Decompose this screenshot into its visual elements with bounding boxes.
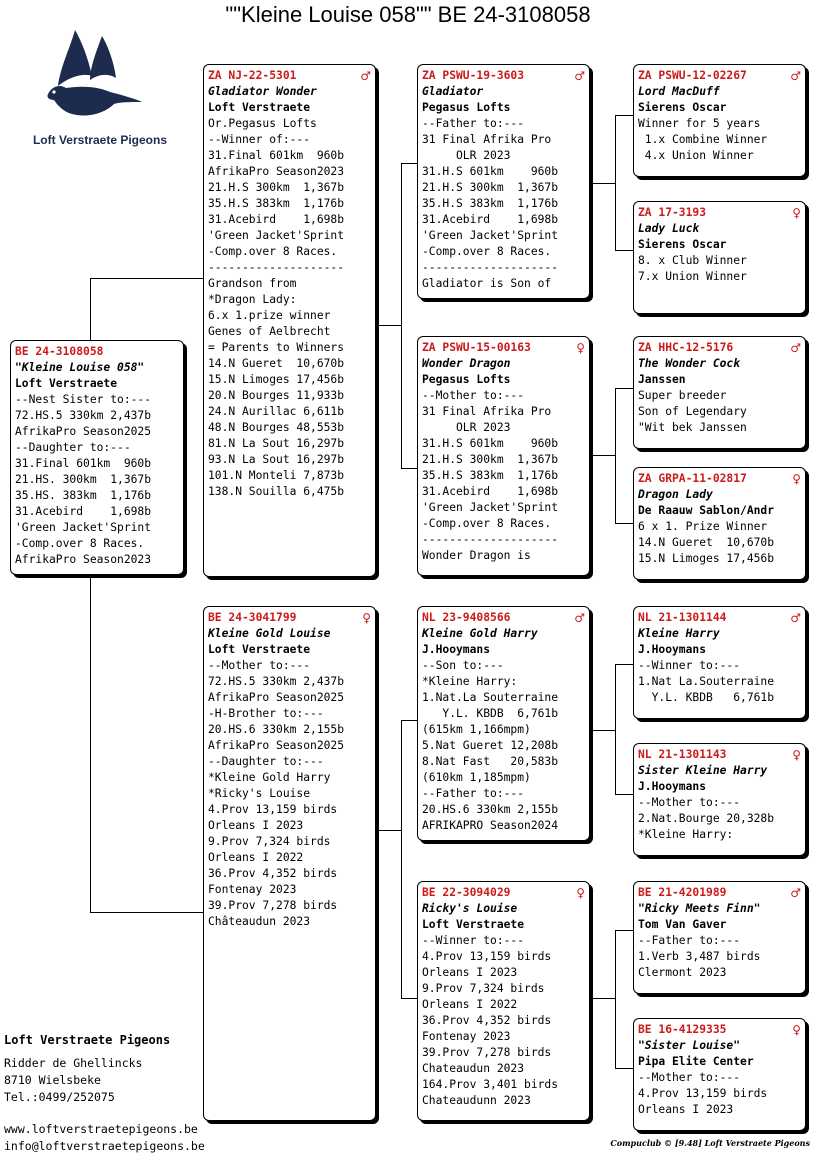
card-header (422, 610, 585, 626)
breeder-name: Loft Verstraete (15, 377, 118, 390)
female-icon: ♀ (792, 206, 801, 220)
card-header (422, 68, 585, 84)
card-text-line: 138.N Souilla 6,475b (208, 485, 345, 498)
breeder-name: De Raauw Sablon/Andr (638, 504, 775, 517)
pedigree-card-sd (417, 336, 590, 576)
pedigree-card-sdd (633, 467, 806, 580)
card-text-line: Genes of Aelbrecht (208, 325, 331, 338)
card-text-line: Clermont 2023 (638, 966, 727, 979)
card-text-line: 39.Prov 7,278 birds (208, 899, 338, 912)
pigeon-name: "Ricky Meets Finn" (638, 902, 761, 915)
card-text-line: 14.N Gueret 10,670b (208, 357, 345, 370)
pedigree-card-sire (203, 64, 376, 577)
ring-number: BE 24-3108058 (15, 345, 104, 358)
card-text-line: -Comp.over 8 Races. (422, 517, 552, 530)
card-text-line: --Winner to:--- (638, 659, 741, 672)
connector-line (90, 278, 204, 279)
breeder-name: Loft Verstraete (422, 918, 525, 931)
card-text-line: --Father to:--- (638, 934, 741, 947)
male-icon: ♂ (360, 69, 371, 83)
card-text-line: 5.Nat Gueret 12,208b (422, 739, 559, 752)
connector-line (401, 163, 402, 468)
pedigree-card-ssd (633, 201, 806, 314)
pigeon-name: Lord MacDuff (638, 85, 720, 98)
ring-number: BE 24-3041799 (208, 611, 297, 624)
card-text-line: 'Green Jacket'Sprint (422, 501, 559, 514)
footer-credit: Compuclub © [9.48] Loft Verstraete Pigeons (610, 1138, 810, 1148)
card-text-line: AfrikaPro Season2025 (208, 691, 345, 704)
ring-number: ZA NJ-22-5301 (208, 69, 297, 82)
ring-number: BE 21-4201989 (638, 886, 727, 899)
card-text-line: 9.Prov 7,324 birds (208, 835, 331, 848)
card-text-line: 'Green Jacket'Sprint (422, 229, 559, 242)
card-text-line: 72.HS.5 330km 2,437b (208, 675, 345, 688)
card-text-line: *Kleine Gold Harry (208, 771, 331, 784)
card-header (208, 68, 371, 84)
pedigree-card-ds (417, 606, 590, 841)
card-text-line: -------------------- (208, 261, 345, 274)
website-link[interactable]: www.loftverstraetepigeons.be (4, 1122, 198, 1136)
connector-line (90, 278, 91, 341)
connector-line (590, 730, 615, 731)
card-text-line: 15.N Limoges 17,456b (638, 552, 775, 565)
pigeon-name: Kleine Harry (638, 627, 720, 640)
card-text-line: Orleans I 2023 (422, 966, 518, 979)
card-header (638, 885, 801, 901)
connector-line (615, 794, 633, 795)
connector-line (615, 388, 633, 389)
female-icon: ♀ (576, 341, 585, 355)
pedigree-card-dam (203, 606, 376, 1121)
ring-number: ZA PSWU-12-02267 (638, 69, 747, 82)
card-text-line: 31.H.S 601km 960b (422, 165, 559, 178)
card-header (15, 344, 179, 360)
owner-name: Loft Verstraete Pigeons (4, 1033, 171, 1047)
pedigree-card-dd (417, 881, 590, 1121)
female-icon: ♀ (792, 472, 801, 486)
card-text-line: 35.H.S 383km 1,176b (422, 197, 559, 210)
connector-line (615, 664, 616, 794)
male-icon: ♂ (790, 886, 801, 900)
card-text-line: -Comp.over 8 Races. (15, 537, 145, 550)
card-text-line: 1.Verb 3,487 birds (638, 950, 761, 963)
card-text-line: Y.L. KBDB 6,761b (422, 707, 559, 720)
connector-line (590, 183, 615, 184)
card-text-line: 1.Nat La.Souterraine (638, 675, 775, 688)
card-header (422, 340, 585, 356)
card-text-line: 1.x Combine Winner (638, 133, 768, 146)
card-text-line: 4.x Union Winner (638, 149, 754, 162)
card-text-line: 48.N Bourges 48,553b (208, 421, 345, 434)
connector-line (615, 115, 616, 250)
card-header (638, 340, 801, 356)
card-text-line: Or.Pegasus Lofts (208, 117, 317, 130)
card-text-line: 24.N Aurillac 6,611b (208, 405, 345, 418)
card-text-line: --Father to:--- (422, 117, 525, 130)
card-text-line: 21.H.S 300km 1,367b (422, 181, 559, 194)
breeder-name: Loft Verstraete (208, 101, 311, 114)
connector-line (615, 523, 633, 524)
ring-number: BE 22-3094029 (422, 886, 511, 899)
card-text-line: 'Green Jacket'Sprint (208, 229, 345, 242)
connector-line (615, 930, 633, 931)
card-text-line: 15.N Limoges 17,456b (208, 373, 345, 386)
card-text-line: *Dragon Lady: (208, 293, 297, 306)
card-text-line: Orleans I 2023 (208, 819, 304, 832)
card-text-line: 21.H.S 300km 1,367b (208, 181, 345, 194)
pedigree-card-dds (633, 881, 806, 994)
female-icon: ♀ (362, 611, 371, 625)
pigeon-name: Ricky's Louise (422, 902, 518, 915)
card-text-line: 21.H.S 300km 1,367b (422, 453, 559, 466)
card-text-line: --Mother to:--- (422, 389, 525, 402)
card-text-line: 21.HS. 300km 1,367b (15, 473, 152, 486)
card-text-line: 31.Acebird 1,698b (208, 213, 345, 226)
card-text-line: 31 Final Afrika Pro (422, 405, 552, 418)
ring-number: NL 21-1301143 (638, 748, 727, 761)
card-text-line: 6 x 1. Prize Winner (638, 520, 768, 533)
card-text-line: 'Green Jacket'Sprint (15, 521, 152, 534)
connector-line (401, 163, 418, 164)
male-icon: ♂ (574, 611, 585, 625)
pedigree-card-sss (633, 64, 806, 177)
card-text-line: Son of Legendary (638, 405, 747, 418)
breeder-name: Loft Verstraete (208, 643, 311, 656)
card-text-line: -------------------- (422, 533, 559, 546)
ring-number: NL 23-9408566 (422, 611, 511, 624)
female-icon: ♀ (576, 886, 585, 900)
breeder-name: Sierens Oscar (638, 101, 727, 114)
pigeon-name: Gladiator Wonder (208, 85, 317, 98)
card-text-line: 2.Nat.Bourge 20,328b (638, 812, 775, 825)
pigeon-name: The Wonder Cock (638, 357, 741, 370)
breeder-name: Pipa Elite Center (638, 1055, 754, 1068)
card-text-line: AfrikaPro Season2023 (208, 165, 345, 178)
breeder-name: Pegasus Lofts (422, 373, 511, 386)
card-header (638, 1022, 801, 1038)
connector-line (615, 1068, 633, 1069)
card-text-line: "Wit bek Janssen (638, 421, 747, 434)
card-header (638, 205, 801, 221)
card-text-line: Orleans I 2022 (422, 998, 518, 1011)
card-text-line: Wonder Dragon is (422, 549, 531, 562)
male-icon: ♂ (790, 69, 801, 83)
ring-number: ZA 17-3193 (638, 206, 707, 219)
connector-line (401, 998, 418, 999)
pigeon-name: Gladiator (422, 85, 484, 98)
card-text-line: Grandson from (208, 277, 297, 290)
owner-phone: Tel.:0499/252075 (4, 1090, 115, 1104)
connector-line (590, 455, 615, 456)
email-link[interactable]: info@loftverstraetepigeons.be (4, 1139, 205, 1153)
pedigree-card-dss (633, 606, 806, 719)
breeder-name: Tom Van Gaver (638, 918, 727, 931)
card-text-line: 4.Prov 13,159 birds (638, 1087, 768, 1100)
card-text-line: 72.HS.5 330km 2,437b (15, 409, 152, 422)
connector-line (90, 912, 204, 913)
card-text-line: 35.H.S 383km 1,176b (208, 197, 345, 210)
card-text-line: 81.N La Sout 16,297b (208, 437, 345, 450)
card-text-line: 20.HS.6 330km 2,155b (422, 803, 559, 816)
ring-number: NL 21-1301144 (638, 611, 727, 624)
owner-address-line: Ridder de Ghellincks (4, 1056, 143, 1070)
page-title: ""Kleine Louise 058"" BE 24-3108058 (225, 2, 591, 27)
card-text-line: 31.Final 601km 960b (208, 149, 345, 162)
card-text-line: --Winner to:--- (422, 934, 525, 947)
card-text-line: 35.HS. 383km 1,176b (15, 489, 152, 502)
owner-info (4, 1032, 170, 1106)
card-text-line: 36.Prov 4,352 birds (422, 1014, 552, 1027)
connector-line (401, 720, 418, 721)
card-header (208, 610, 371, 626)
female-icon: ♀ (792, 748, 801, 762)
connector-line (376, 830, 401, 831)
card-header (638, 471, 801, 487)
breeder-name: Janssen (638, 373, 686, 386)
connector-line (615, 250, 633, 251)
card-text-line: --Daughter to:--- (208, 755, 324, 768)
card-text-line: --Mother to:--- (208, 659, 311, 672)
logo-text: Loft Verstraete Pigeons (32, 133, 168, 147)
card-text-line: Châteaudun 2023 (208, 915, 311, 928)
card-text-line: 20.HS.6 330km 2,155b (208, 723, 345, 736)
card-text-line: 20.N Bourges 11,933b (208, 389, 345, 402)
card-text-line: Fontenay 2023 (422, 1030, 511, 1043)
card-text-line: -H-Brother to:--- (208, 707, 324, 720)
card-text-line: --Mother to:--- (638, 1071, 741, 1084)
breeder-name: J.Hooymans (638, 643, 707, 656)
male-icon: ♂ (790, 611, 801, 625)
card-text-line: 164.Prov 3,401 birds (422, 1078, 559, 1091)
pigeon-name: "Kleine Louise 058" (15, 361, 145, 374)
card-text-line: 4.Prov 13,159 birds (208, 803, 338, 816)
breeder-name: J.Hooymans (638, 780, 707, 793)
card-text-line: 9.Prov 7,324 birds (422, 982, 545, 995)
pigeon-name: "Sister Louise" (638, 1039, 741, 1052)
ring-number: ZA GRPA-11-02817 (638, 472, 747, 485)
card-text-line: OLR 2023 (422, 149, 511, 162)
card-text-line: = Parents to Winners (208, 341, 345, 354)
female-icon: ♀ (792, 1023, 801, 1037)
card-text-line: AfrikaPro Season2025 (15, 425, 152, 438)
connector-line (615, 930, 616, 1068)
ring-number: ZA HHC-12-5176 (638, 341, 734, 354)
card-text-line: 35.H.S 383km 1,176b (422, 469, 559, 482)
card-text-line: *Kleine Harry: (422, 675, 518, 688)
pigeon-name: Wonder Dragon (422, 357, 511, 370)
card-text-line: --Son to:--- (422, 659, 504, 672)
card-text-line: 1.Nat.La Souterraine (422, 691, 559, 704)
card-text-line: -Comp.over 8 Races. (208, 245, 338, 258)
card-header (422, 885, 585, 901)
connector-line (615, 115, 633, 116)
card-text-line: *Ricky's Louise (208, 787, 311, 800)
card-text-line: Fontenay 2023 (208, 883, 297, 896)
card-text-line: OLR 2023 (422, 421, 511, 434)
card-header (638, 747, 801, 763)
card-header (638, 68, 801, 84)
pedigree-card-ddd (633, 1018, 806, 1131)
card-text-line: Winner for 5 years (638, 117, 761, 130)
card-text-line: AfrikaPro Season2025 (208, 739, 345, 752)
connector-line (615, 664, 633, 665)
pedigree-card-subject (10, 340, 184, 575)
card-text-line: 39.Prov 7,278 birds (422, 1046, 552, 1059)
breeder-name: J.Hooymans (422, 643, 491, 656)
connector-line (615, 388, 616, 523)
card-text-line: Orleans I 2023 (638, 1103, 734, 1116)
owner-address-line: 8710 Wielsbeke (4, 1073, 101, 1087)
pedigree-card-sds (633, 336, 806, 449)
card-text-line: AFRIKAPRO Season2024 (422, 819, 559, 832)
connector-line (376, 325, 401, 326)
pedigree-card-dsd (633, 743, 806, 856)
card-header (638, 610, 801, 626)
web-links (4, 1121, 205, 1155)
male-icon: ♂ (574, 69, 585, 83)
card-text-line: Chateaudun 2023 (422, 1062, 525, 1075)
breeder-name: Pegasus Lofts (422, 101, 511, 114)
connector-line (90, 568, 91, 912)
card-text-line: (610km 1,185mpm) (422, 771, 531, 784)
card-text-line: -------------------- (422, 261, 559, 274)
card-text-line: 31.H.S 601km 960b (422, 437, 559, 450)
male-icon: ♂ (790, 341, 801, 355)
pigeon-name: Sister Kleine Harry (638, 764, 768, 777)
card-text-line: 14.N Gueret 10,670b (638, 536, 775, 549)
pigeon-name: Lady Luck (638, 222, 700, 235)
connector-line (590, 998, 615, 999)
card-text-line: 36.Prov 4,352 birds (208, 867, 338, 880)
connector-line (401, 720, 402, 998)
card-text-line: -Comp.over 8 Races. (422, 245, 552, 258)
card-text-line: Orleans I 2022 (208, 851, 304, 864)
breeder-name: Sierens Oscar (638, 238, 727, 251)
card-text-line: 31.Final 601km 960b (15, 457, 152, 470)
pigeon-name: Dragon Lady (638, 488, 713, 501)
pigeon-name: Kleine Gold Harry (422, 627, 538, 640)
card-text-line: Chateaudunn 2023 (422, 1094, 531, 1107)
card-text-line: 31.Acebird 1,698b (15, 505, 152, 518)
card-text-line: 31.Acebird 1,698b (422, 485, 559, 498)
ring-number: ZA PSWU-15-00163 (422, 341, 531, 354)
card-text-line: 8. x Club Winner (638, 254, 747, 267)
connector-line (401, 468, 418, 469)
pigeon-name: Kleine Gold Louise (208, 627, 331, 640)
card-text-line: --Nest Sister to:--- (15, 393, 152, 406)
card-text-line: 6.x 1.prize winner (208, 309, 331, 322)
card-text-line: (615km 1,166mpm) (422, 723, 531, 736)
card-text-line: --Mother to:--- (638, 796, 741, 809)
card-text-line: Super breeder (638, 389, 727, 402)
card-text-line: 7.x Union Winner (638, 270, 747, 283)
card-text-line: --Daughter to:--- (15, 441, 131, 454)
card-text-line: 8.Nat Fast 20,583b (422, 755, 559, 768)
card-text-line: --Father to:--- (422, 787, 525, 800)
card-text-line: Y.L. KBDB 6,761b (638, 691, 775, 704)
card-text-line: Gladiator is Son of (422, 277, 552, 290)
pedigree-card-ss (417, 64, 590, 299)
ring-number: ZA PSWU-19-3603 (422, 69, 525, 82)
card-text-line: AfrikaPro Season2023 (15, 553, 152, 566)
card-text-line: 93.N La Sout 16,297b (208, 453, 345, 466)
card-text-line: 4.Prov 13,159 birds (422, 950, 552, 963)
ring-number: BE 16-4129335 (638, 1023, 727, 1036)
card-text-line: --Winner of:--- (208, 133, 311, 146)
card-text-line: 31.Acebird 1,698b (422, 213, 559, 226)
card-text-line: 101.N Monteli 7,873b (208, 469, 345, 482)
card-text-line: 31 Final Afrika Pro (422, 133, 552, 146)
card-text-line: *Kleine Harry: (638, 828, 734, 841)
